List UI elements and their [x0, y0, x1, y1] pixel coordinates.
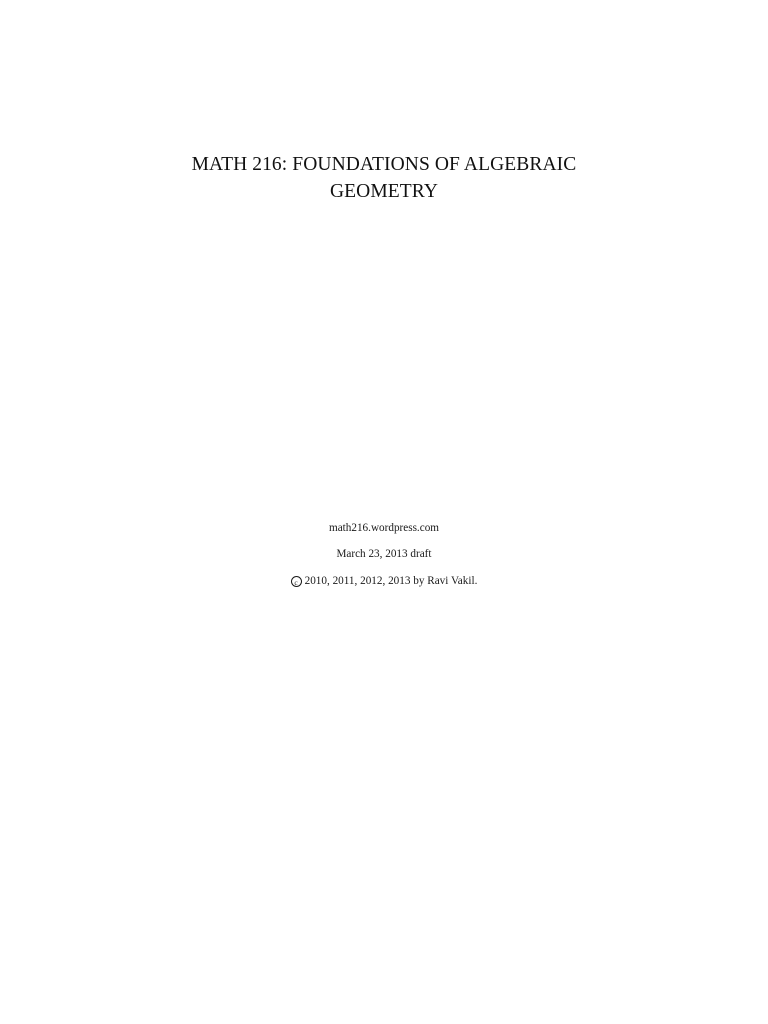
copyright-icon: c	[291, 576, 302, 587]
draft-date: March 23, 2013 draft	[336, 548, 432, 560]
copyright-notice	[0, 574, 768, 588]
copyright-text: 2010, 2011, 2012, 2013 by Ravi Vakil.	[304, 575, 478, 587]
title-line-1: MATH 216: FOUNDATIONS OF ALGEBRAIC	[191, 154, 577, 175]
document-title	[0, 151, 768, 205]
website-url: math216.wordpress.com	[329, 522, 439, 534]
title-line-2: GEOMETRY	[329, 181, 439, 202]
